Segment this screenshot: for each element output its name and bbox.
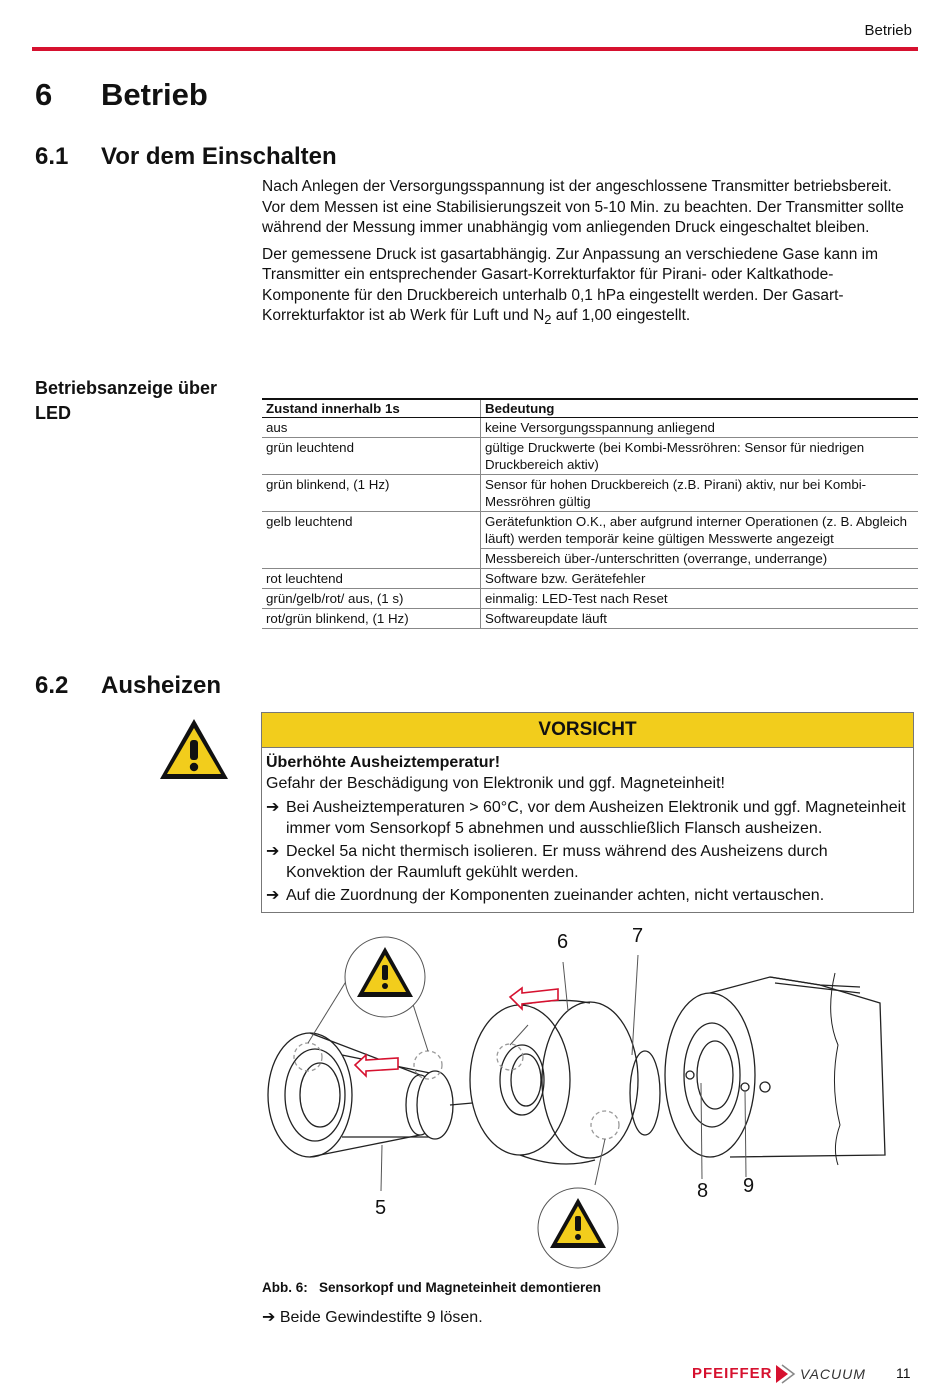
led-table-wrap (262, 398, 918, 629)
cell: einmalig: LED-Test nach Reset (481, 589, 919, 609)
table-row (262, 512, 918, 549)
column-header: Bedeutung (481, 399, 919, 418)
table-row (262, 418, 918, 438)
arrow-right-icon: ➔ (266, 887, 280, 904)
callout-label-8: 8 (697, 1180, 709, 1202)
cell: grün blinkend, (1 Hz) (262, 475, 481, 512)
led-table (262, 398, 918, 629)
header-rule (32, 47, 918, 51)
subsection-title: Vor dem Einschalten (101, 143, 337, 170)
caution-step: ➔ Deckel 5a nicht thermisch isolieren. Er muss während des Ausheizens durch Konvektion der Raumluft gekühlt werden. (266, 843, 828, 881)
cell: grün/gelb/rot/ aus, (1 s) (262, 589, 481, 609)
table-row (262, 609, 918, 629)
subsection-number: 6.2 (35, 672, 69, 699)
warning-triangle-icon (345, 937, 425, 1017)
brand-logo-pfeiffer: PFEIFFER (692, 1365, 773, 1382)
magnet-unit (470, 1000, 638, 1164)
callout-label-5: 5 (375, 1197, 387, 1219)
brand-logo-mark-icon (774, 1363, 796, 1385)
o-ring (630, 1051, 660, 1135)
caution-step: ➔ Bei Ausheiztemperaturen > 60°C, vor dem Ausheizen Elektronik und ggf. Magneteinheit immer vom Sensorkopf 5 abnehmen und ausschließlich Flansch ausheizen. (266, 799, 906, 837)
instruction-step: ➔ Beide Gewindestifte 9 lösen. (262, 1309, 483, 1326)
brand-logo-vacuum: VACUUM (800, 1366, 866, 1382)
section-61-body (262, 177, 914, 337)
warning-triangle-icon (157, 716, 231, 782)
cell: gültige Druckwerte (bei Kombi-Messröhren: Sensor für niedrigen Druckbereich aktiv) (481, 438, 919, 475)
caution-title: Überhöhte Ausheiztemperatur! (266, 754, 501, 771)
arrow-right-icon: ➔ (266, 799, 280, 816)
callout-label-9: 9 (743, 1175, 755, 1197)
table-row (262, 438, 918, 475)
caution-step: ➔ Auf die Zuordnung der Komponenten zueinander achten, nicht vertauschen. (266, 887, 825, 904)
warning-triangle-icon (538, 1188, 618, 1268)
arrow-right-icon: ➔ (262, 1309, 276, 1326)
callout-label-7: 7 (632, 925, 644, 947)
subsection-number: 6.1 (35, 143, 69, 170)
column-header: Zustand innerhalb 1s (262, 399, 481, 418)
cell: Messbereich über-/unterschritten (overrange, underrange) (481, 549, 919, 569)
side-heading-led: Betriebsanzeige über LED (35, 378, 218, 423)
cell: Softwareupdate läuft (481, 609, 919, 629)
cell: Gerätefunktion O.K., aber aufgrund interner Operationen (z. B. Abgleich läuft) werden temporär keine gültigen Messwerte angezeigt (481, 512, 919, 549)
section-title: Betrieb (101, 77, 208, 112)
figure-caption: Abb. 6: Sensorkopf und Magneteinheit demontieren (262, 1280, 602, 1295)
section-number: 6 (35, 77, 53, 112)
disassembly-illustration (260, 925, 900, 1270)
cell: grün leuchtend (262, 438, 481, 475)
cell: rot/grün blinkend, (1 Hz) (262, 609, 481, 629)
cell: Software bzw. Gerätefehler (481, 569, 919, 589)
callout-label-6: 6 (557, 931, 569, 953)
caution-box (261, 712, 914, 913)
caution-text: Gefahr der Beschädigung von Elektronik und ggf. Magneteinheit! (266, 775, 725, 792)
caution-heading: VORSICHT (262, 713, 913, 748)
cell: rot leuchtend (262, 569, 481, 589)
paragraph: Der gemessene Druck ist gasartabhängig. Zur Anpassung an verschiedene Gase kann im Transmitter ein entsprechender Gasart-Korrekturfaktor für Pirani- oder Kaltkathode-Komponente für den Druckbereich unterhalb 0,1 hPa eingestellt werden. Der Gasart-Korrekturfaktor ist ab Werk für Luft und $N_2$ auf 1,00 eingestellt. (262, 245, 879, 328)
table-row (262, 569, 918, 589)
cell: keine Versorgungsspannung anliegend (481, 418, 919, 438)
table-header-row (262, 399, 918, 418)
running-header: Betrieb (864, 22, 912, 39)
sensor-head (268, 1033, 495, 1157)
paragraph: Nach Anlegen der Versorgungsspannung ist der angeschlossene Transmitter betriebsbereit. Vor dem Messen ist eine Stabilisierungszeit von 5-10 Min. zu beachten. Der Transmitter sollte während der Messung immer unabhängig vom anliegenden Druck eingeschaltet bleiben. (262, 178, 904, 236)
table-row (262, 475, 918, 512)
cell: Sensor für hohen Druckbereich (z.B. Pirani) aktiv, nur bei Kombi-Messröhren gültig (481, 475, 919, 512)
page-number: 11 (896, 1365, 911, 1381)
arrow-right-icon: ➔ (266, 843, 280, 860)
electronics-housing (665, 973, 885, 1165)
cell: gelb leuchtend (262, 512, 481, 569)
cell: aus (262, 418, 481, 438)
subsection-title: Ausheizen (101, 672, 222, 699)
table-row (262, 589, 918, 609)
